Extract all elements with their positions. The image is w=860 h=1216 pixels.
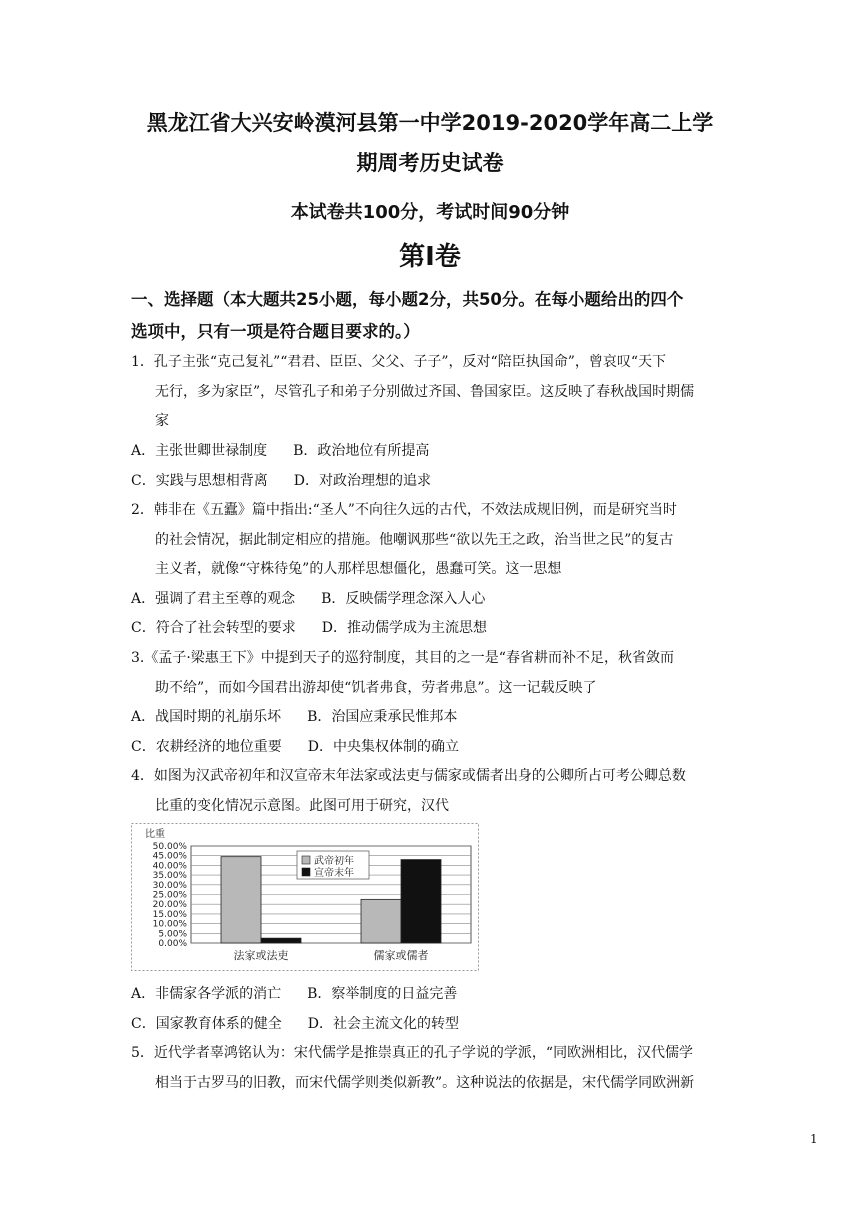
section-heading-line1: 一、选择题（本大题共25小题，每小题2分，共50分。在每小题给出的四个 [131, 290, 684, 309]
q4-options-row2 [131, 1013, 459, 1033]
y-tick-label: 50.00% [152, 842, 187, 852]
y-tick-label: 35.00% [152, 871, 187, 882]
y-tick-label: 20.00% [152, 900, 187, 911]
q1-stem-line1: 1．孔子主张“克己复礼”“君君、臣臣、父父、子子”，反对“陪臣执国命”，曾哀叹“天下 [131, 354, 667, 370]
y-tick-label: 25.00% [152, 890, 187, 901]
y-tick-label: 0.00% [158, 939, 187, 949]
q2-option-b: B．反映儒学理念深入人心 [321, 591, 486, 607]
bar-chart [131, 823, 479, 971]
q2-stem-line1: 2．韩非在《五蠹》篇中指出:“圣人”不向往久远的古代，不效法成规旧例，而是研究当时 [131, 502, 677, 518]
chart-ylabel: 比重 [145, 829, 165, 840]
x-tick-label: 法家或法吏 [233, 949, 289, 962]
legend-label: 宣帝末年 [314, 868, 354, 879]
q4-option-c: C．国家教育体系的健全 [131, 1016, 282, 1032]
q1-options-row2 [131, 470, 431, 490]
y-tick-label: 45.00% [152, 851, 187, 862]
y-tick-label: 5.00% [158, 929, 187, 940]
section-heading-line2: 选项中，只有一项是符合题目要求的。） [131, 322, 420, 341]
q1-option-b: B．政治地位有所提高 [293, 443, 430, 459]
bar-武帝初年-法家或法吏 [221, 857, 261, 943]
q3-options-row2 [131, 736, 459, 756]
q1-options-row1 [131, 440, 429, 460]
bar-宣帝末年-法家或法吏 [261, 938, 301, 943]
y-tick-label: 30.00% [152, 880, 187, 891]
q4-option-a: A．非儒家各学派的消亡 [131, 986, 282, 1002]
q3-option-b: B．治国应秉承民惟邦本 [307, 709, 458, 725]
q4-options-row1 [131, 983, 457, 1003]
q2-options-row2 [131, 617, 487, 637]
q3-stem-line2: 助不给”，而如今国君出游却使“饥者弗食，劳者弗息”。这一记载反映了 [155, 680, 597, 696]
bar-武帝初年-儒家或儒者 [361, 899, 401, 943]
doc-subtitle: 本试卷共100分，考试时间90分钟 [290, 202, 570, 223]
doc-title-line1: 黑龙江省大兴安岭漠河县第一中学2019-2020学年高二上学 [146, 111, 714, 135]
y-tick-label: 10.00% [152, 919, 187, 930]
q1-stem-line3: 家 [155, 413, 169, 429]
q2-option-c: C．符合了社会转型的要求 [131, 620, 296, 636]
q5-stem-line2: 相当于古罗马的旧教，而宋代儒学则类似新教”。这种说法的依据是，宋代儒学同欧洲新 [155, 1075, 695, 1091]
doc-title-line2: 期周考历史试卷 [356, 151, 504, 175]
legend-swatch [302, 856, 310, 864]
y-tick-label: 40.00% [152, 861, 187, 872]
q3-option-c: C．农耕经济的地位重要 [131, 739, 282, 755]
q2-stem-line3: 主义者，就像“守株待兔”的人那样思想僵化，愚蠢可笑。这一思想 [155, 561, 562, 577]
x-tick-label: 儒家或儒者 [373, 949, 429, 962]
q1-stem-line2: 无行，多为家臣”，尽管孔子和弟子分别做过齐国、鲁国家臣。这反映了春秋战国时期儒 [155, 384, 695, 400]
page-number: 1 [810, 1132, 818, 1146]
bar-宣帝末年-儒家或儒者 [401, 860, 441, 943]
q5-stem-line1: 5．近代学者辜鸿铭认为：宋代儒学是推崇真正的孔子学说的学派，“同欧洲相比，汉代儒学 [131, 1045, 694, 1061]
q3-options-row1 [131, 706, 457, 726]
q1-option-d: D．对政治理想的追求 [293, 473, 431, 489]
y-tick-label: 15.00% [152, 909, 187, 920]
q4-option-d: D．社会主流文化的转型 [307, 1016, 459, 1032]
q3-stem-line1: 3.《孟子·梁惠王下》中提到天子的巡狩制度，其目的之一是“春省耕而补不足，秋省敛而 [131, 650, 674, 666]
q2-option-d: D．推动儒学成为主流思想 [321, 620, 487, 636]
q4-stem-line1: 4．如图为汉武帝初年和汉宣帝末年法家或法吏与儒家或儒者出身的公卿所占可考公卿总数 [131, 768, 686, 784]
q1-option-a: A．主张世卿世禄制度 [131, 443, 268, 459]
legend-label: 武帝初年 [314, 856, 354, 867]
legend-swatch [302, 868, 310, 876]
q3-option-d: D．中央集权体制的确立 [307, 739, 459, 755]
q2-option-a: A．强调了君主至尊的观念 [131, 591, 296, 607]
q1-option-c: C．实践与思想相背离 [131, 473, 268, 489]
q4-stem-line2: 比重的变化情况示意图。此图可用于研究，汉代 [155, 798, 449, 814]
q3-option-a: A．战国时期的礼崩乐坏 [131, 709, 282, 725]
q2-stem-line2: 的社会情况，据此制定相应的措施。他嘲讽那些“欲以先王之政，治当世之民”的复古 [155, 532, 674, 548]
volume-heading: 第Ⅰ卷 [399, 242, 461, 272]
q4-option-b: B．察举制度的日益完善 [307, 986, 458, 1002]
q2-options-row1 [131, 588, 485, 608]
